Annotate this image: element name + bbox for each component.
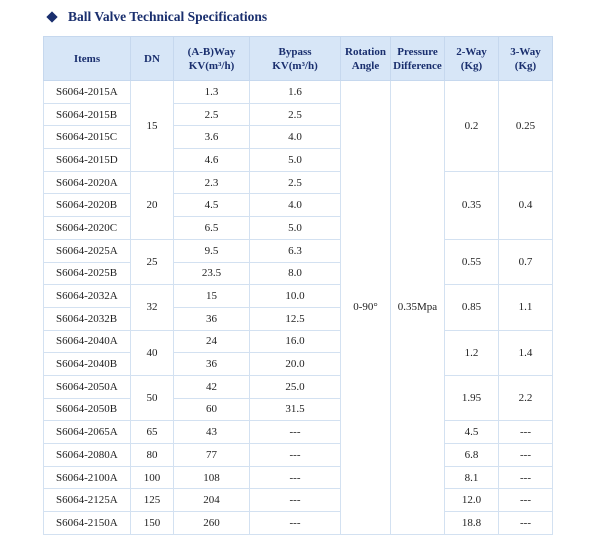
item-cell: S6064-2080A	[44, 444, 131, 467]
header-pressure	[391, 37, 445, 81]
table-row	[44, 239, 553, 262]
two-way-weight-cell: 12.0	[445, 489, 499, 512]
two-way-weight-cell: 8.1	[445, 466, 499, 489]
two-way-weight-cell: 6.8	[445, 444, 499, 467]
bypass-kv-cell: 8.0	[250, 262, 341, 285]
dn-cell: 125	[131, 489, 174, 512]
two-way-weight-cell: 0.2	[445, 81, 499, 172]
header-bypass-line1: Bypass	[278, 45, 312, 58]
bypass-kv-cell: ---	[250, 444, 341, 467]
table-row	[44, 466, 553, 489]
dn-cell: 50	[131, 375, 174, 420]
table-row	[44, 512, 553, 535]
table-row	[44, 375, 553, 398]
dn-cell: 65	[131, 421, 174, 444]
table-row	[44, 421, 553, 444]
item-cell: S6064-2020B	[44, 194, 131, 217]
ab-kv-cell: 15	[174, 285, 250, 308]
item-cell: S6064-2032B	[44, 307, 131, 330]
header-dn: DN	[131, 37, 174, 81]
item-cell: S6064-2020A	[44, 171, 131, 194]
header-rotation-line1: Rotation	[345, 45, 386, 58]
header-ab-way-line2: KV(m³/h)	[188, 59, 235, 72]
bypass-kv-cell: 1.6	[250, 81, 341, 104]
bypass-kv-cell: 6.3	[250, 239, 341, 262]
bypass-kv-cell: 4.0	[250, 126, 341, 149]
ab-kv-cell: 2.5	[174, 103, 250, 126]
ab-kv-cell: 60	[174, 398, 250, 421]
two-way-weight-cell: 4.5	[445, 421, 499, 444]
item-cell: S6064-2050A	[44, 375, 131, 398]
two-way-weight-cell: 1.2	[445, 330, 499, 375]
header-pressure-line1: Pressure	[397, 45, 438, 58]
header-three-way-line2: (Kg)	[514, 59, 537, 72]
two-way-weight-cell: 0.85	[445, 285, 499, 330]
ab-kv-cell: 3.6	[174, 126, 250, 149]
bypass-kv-cell: 25.0	[250, 375, 341, 398]
ab-kv-cell: 77	[174, 444, 250, 467]
dn-cell: 32	[131, 285, 174, 330]
item-cell: S6064-2015B	[44, 103, 131, 126]
bypass-kv-cell: 2.5	[250, 103, 341, 126]
bypass-kv-cell: 5.0	[250, 217, 341, 240]
table-row	[44, 489, 553, 512]
bypass-kv-cell: 5.0	[250, 149, 341, 172]
two-way-weight-cell: 1.95	[445, 375, 499, 420]
item-cell: S6064-2150A	[44, 512, 131, 535]
header-bypass-line2: KV(m³/h)	[272, 59, 318, 72]
ab-kv-cell: 204	[174, 489, 250, 512]
ab-kv-cell: 4.6	[174, 149, 250, 172]
dn-cell: 25	[131, 239, 174, 284]
ab-kv-cell: 2.3	[174, 171, 250, 194]
bypass-kv-cell: 10.0	[250, 285, 341, 308]
bypass-kv-cell: 20.0	[250, 353, 341, 376]
pressure-difference-cell: 0.35Mpa	[391, 81, 445, 535]
item-cell: S6064-2065A	[44, 421, 131, 444]
ab-kv-cell: 24	[174, 330, 250, 353]
bypass-kv-cell: 31.5	[250, 398, 341, 421]
item-cell: S6064-2125A	[44, 489, 131, 512]
three-way-weight-cell: 2.2	[499, 375, 553, 420]
spec-title-text: Ball Valve Technical Specifications	[68, 9, 268, 24]
header-items: Items	[44, 37, 131, 81]
bypass-kv-cell: ---	[250, 489, 341, 512]
three-way-weight-cell: ---	[499, 489, 553, 512]
ab-kv-cell: 9.5	[174, 239, 250, 262]
bypass-kv-cell: ---	[250, 421, 341, 444]
header-row	[44, 37, 553, 81]
header-ab-way-line1: (A-B)Way	[187, 45, 236, 58]
item-cell: S6064-2025B	[44, 262, 131, 285]
header-pressure-line2: Difference	[393, 59, 442, 72]
three-way-weight-cell: ---	[499, 466, 553, 489]
two-way-weight-cell: 18.8	[445, 512, 499, 535]
three-way-weight-cell: ---	[499, 421, 553, 444]
item-cell: S6064-2032A	[44, 285, 131, 308]
table-row	[44, 171, 553, 194]
header-ab-way	[174, 37, 250, 81]
three-way-weight-cell: 0.4	[499, 171, 553, 239]
ab-kv-cell: 36	[174, 307, 250, 330]
item-cell: S6064-2015C	[44, 126, 131, 149]
table-row	[44, 285, 553, 308]
header-two-way-line1: 2-Way	[456, 45, 487, 58]
dn-cell: 15	[131, 81, 174, 172]
ab-kv-cell: 4.5	[174, 194, 250, 217]
header-three-way-line1: 3-Way	[510, 45, 541, 58]
dn-cell: 80	[131, 444, 174, 467]
item-cell: S6064-2040B	[44, 353, 131, 376]
rotation-angle-cell: 0-90°	[341, 81, 391, 535]
dn-cell: 150	[131, 512, 174, 535]
table-row	[44, 81, 553, 104]
bypass-kv-cell: ---	[250, 512, 341, 535]
item-cell: S6064-2050B	[44, 398, 131, 421]
item-cell: S6064-2015D	[44, 149, 131, 172]
three-way-weight-cell: 1.4	[499, 330, 553, 375]
header-two-way	[445, 37, 499, 81]
header-rotation-line2: Angle	[351, 59, 380, 72]
ab-kv-cell: 1.3	[174, 81, 250, 104]
table-row	[44, 444, 553, 467]
table-row	[44, 330, 553, 353]
dn-cell: 20	[131, 171, 174, 239]
item-cell: S6064-2040A	[44, 330, 131, 353]
bypass-kv-cell: 12.5	[250, 307, 341, 330]
bypass-kv-cell: 2.5	[250, 171, 341, 194]
ab-kv-cell: 260	[174, 512, 250, 535]
spec-title	[48, 7, 267, 27]
ab-kv-cell: 108	[174, 466, 250, 489]
bypass-kv-cell: 16.0	[250, 330, 341, 353]
item-cell: S6064-2020C	[44, 217, 131, 240]
three-way-weight-cell: ---	[499, 512, 553, 535]
bypass-kv-cell: ---	[250, 466, 341, 489]
three-way-weight-cell: 1.1	[499, 285, 553, 330]
item-cell: S6064-2100A	[44, 466, 131, 489]
ab-kv-cell: 43	[174, 421, 250, 444]
header-rotation	[341, 37, 391, 81]
ab-kv-cell: 36	[174, 353, 250, 376]
ab-kv-cell: 42	[174, 375, 250, 398]
bypass-kv-cell: 4.0	[250, 194, 341, 217]
spec-table	[43, 36, 553, 535]
header-three-way	[499, 37, 553, 81]
item-cell: S6064-2025A	[44, 239, 131, 262]
header-two-way-line2: (Kg)	[460, 59, 483, 72]
dn-cell: 40	[131, 330, 174, 375]
two-way-weight-cell: 0.55	[445, 239, 499, 284]
diamond-bullet-icon	[46, 11, 57, 22]
three-way-weight-cell: 0.7	[499, 239, 553, 284]
ab-kv-cell: 6.5	[174, 217, 250, 240]
item-cell: S6064-2015A	[44, 81, 131, 104]
two-way-weight-cell: 0.35	[445, 171, 499, 239]
dn-cell: 100	[131, 466, 174, 489]
ab-kv-cell: 23.5	[174, 262, 250, 285]
header-bypass	[250, 37, 341, 81]
three-way-weight-cell: 0.25	[499, 81, 553, 172]
three-way-weight-cell: ---	[499, 444, 553, 467]
